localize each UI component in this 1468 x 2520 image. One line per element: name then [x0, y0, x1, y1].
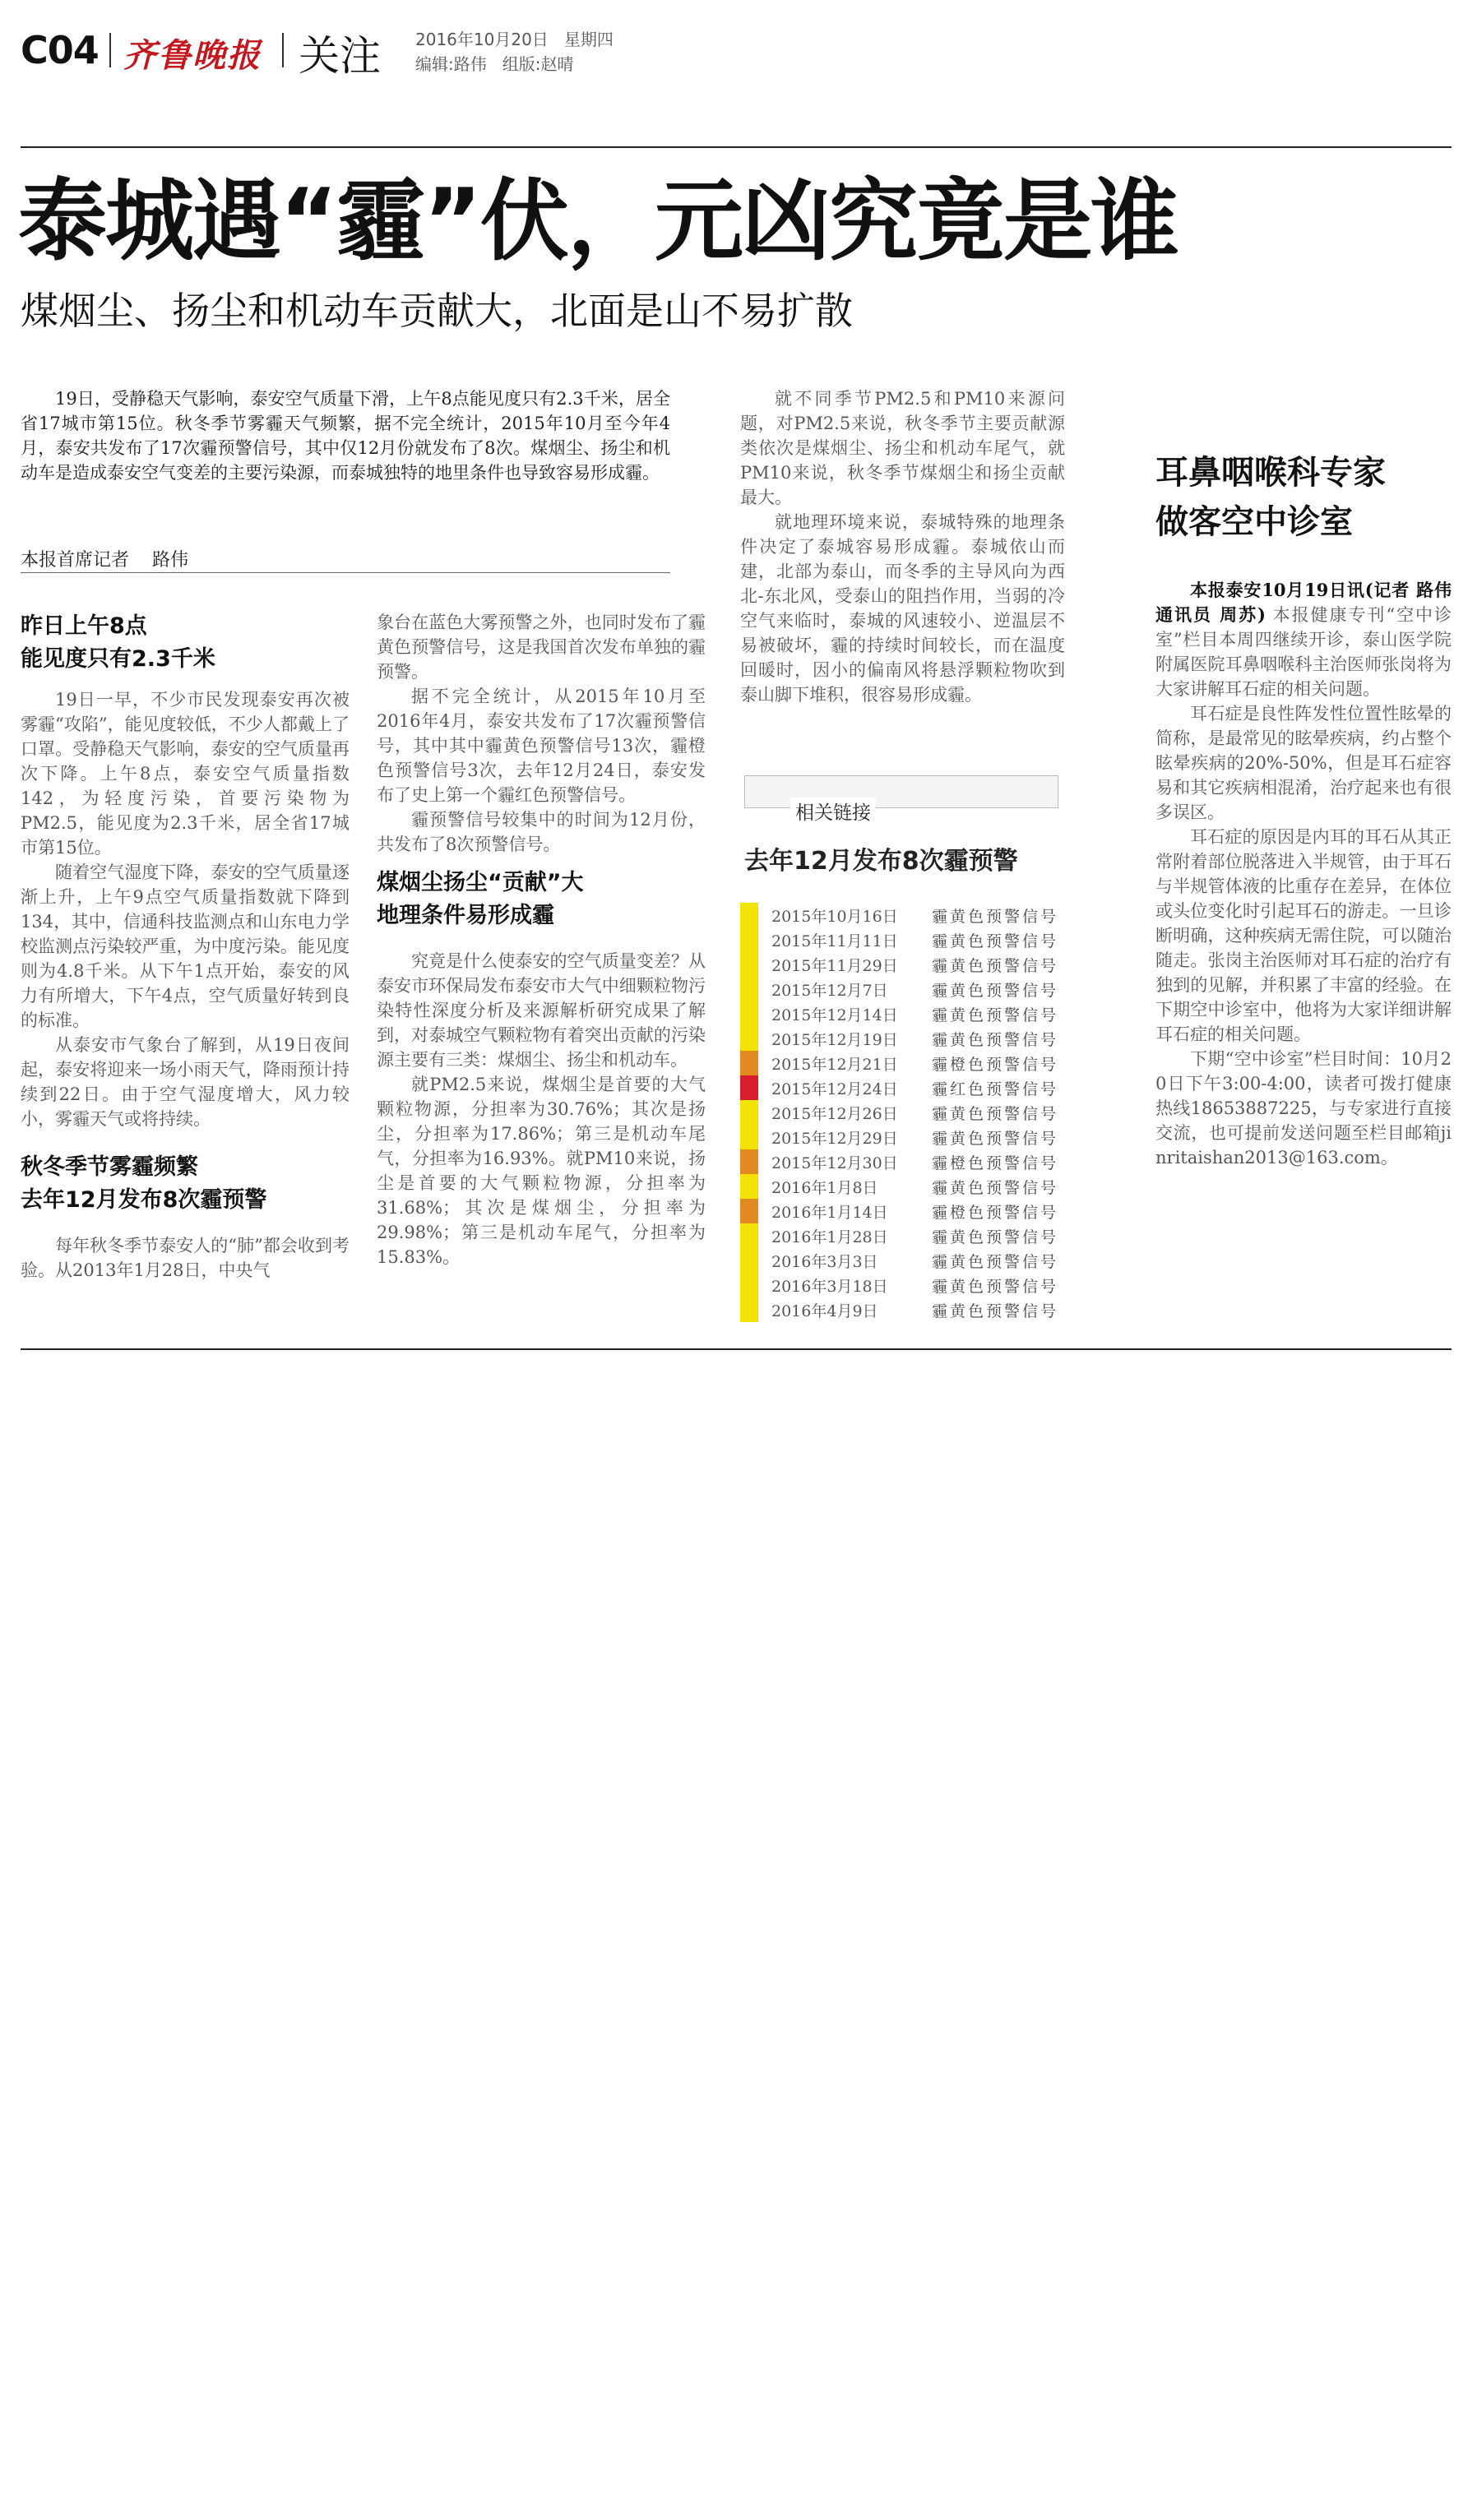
warning-level-bar — [740, 952, 758, 977]
warning-signal: 霾黄色预警信号 — [932, 907, 1059, 926]
subhead-pollution-1: 煤烟尘扬尘“贡献”大 — [377, 870, 584, 895]
lead-rule — [21, 572, 670, 573]
warning-level-bar — [740, 1223, 758, 1248]
header-divider — [109, 33, 111, 67]
warning-level-bar — [740, 1001, 758, 1026]
warning-level-bar — [740, 1051, 758, 1075]
paragraph: 耳石症的原因是内耳的耳石从其正常附着部位脱落进入半规管，由于耳石与半规管体液的比重存在差异，在体位或头位变化时引起耳石的游走。一旦诊断明确，这种疾病无需住院，可以随治随走。张岗主治医师对耳石症的治疗有独到的见解，并积累了丰富的经验。在下期空中诊室中，他将为大家详细讲解耳石症的相关问题。 — [1155, 827, 1452, 1044]
warning-signal: 霾黄色预警信号 — [932, 1030, 1059, 1049]
warning-level-bar — [740, 1174, 758, 1199]
warning-date: 2016年3月3日 — [771, 1252, 878, 1271]
subhead-pollution-2: 地理条件易形成霾 — [377, 903, 554, 928]
column-3 — [740, 386, 1065, 707]
subhead-season-2: 去年12月发布8次霾预警 — [21, 1187, 267, 1213]
section-name: 关注 — [299, 32, 381, 80]
paragraph: 19日一早，不少市民发现泰安再次被雾霾“攻陷”，能见度较低，不少人都戴上了口罩。受静稳天气影响，泰安的空气质量再次下降。上午8点，泰安空气质量指数142，为轻度污染，首要污染物为PM2.5，能见度为2.3千米，居全省17城市第15位。 — [21, 690, 350, 858]
warning-signal: 霾黄色预警信号 — [932, 1006, 1059, 1024]
warning-date: 2015年11月11日 — [771, 932, 898, 950]
paragraph: 就不同季节PM2.5和PM10来源问题，对PM2.5来说，秋冬季节主要贡献源类依次是煤烟尘、扬尘和机动车尾气，就PM10来说，秋冬季节煤烟尘和扬尘贡献最大。 — [740, 389, 1065, 507]
warning-table-title: 去年12月发布8次霾预警 — [744, 847, 1018, 876]
header-divider-2 — [282, 33, 284, 67]
lead-paragraph — [21, 386, 670, 485]
footer-rule — [21, 1348, 1452, 1350]
header-rule — [21, 146, 1452, 148]
warning-row — [740, 1223, 1069, 1248]
warning-row — [740, 1026, 1069, 1051]
related-link-label: 相关链接 — [790, 798, 876, 825]
headline: 泰城遇“霾”伏，元凶究竟是谁 — [18, 170, 1178, 273]
warning-date: 2016年1月14日 — [771, 1203, 888, 1222]
paragraph: 象台在蓝色大雾预警之外，也同时发布了霾黄色预警信号，这是我国首次发布单独的霾预警。 — [377, 613, 706, 682]
column-3-body — [740, 386, 1065, 707]
dateline: 本报泰安10月19日讯(记者 路伟 通讯员 周苏) — [1155, 580, 1452, 625]
warning-row — [740, 1273, 1069, 1297]
warning-row — [740, 1248, 1069, 1273]
warning-date: 2015年11月29日 — [771, 956, 898, 975]
subhead-visibility-1: 昨日上午8点 — [21, 613, 147, 639]
warning-signal: 霾黄色预警信号 — [932, 1302, 1059, 1320]
paragraph: 就PM2.5来说，煤烟尘是首要的大气颗粒物源，分担率为30.76%；其次是扬尘，分担率为17.86%；第三是机动车尾气，分担率为16.93%。就PM10来说，扬尘是首要的大气颗粒物源，分担率为31.68%；其次是煤烟尘，分担率为29.98%；第三是机动车尾气，分担率为15.83%。 — [377, 1075, 706, 1267]
warning-level-bar — [740, 1149, 758, 1174]
warning-row — [740, 1075, 1069, 1100]
warning-level-bar — [740, 903, 758, 927]
warning-date: 2015年10月16日 — [771, 907, 898, 926]
warning-level-bar — [740, 1199, 758, 1223]
warning-row — [740, 1100, 1069, 1125]
sidebar-body — [1155, 578, 1452, 1170]
warning-date: 2016年3月18日 — [771, 1277, 888, 1296]
column-2-body-a — [377, 610, 706, 857]
issue-date: 2016年10月20日 星期四 — [415, 30, 614, 49]
warning-date: 2015年12月26日 — [771, 1104, 898, 1123]
warning-level-bar — [740, 1100, 758, 1125]
warning-date: 2015年12月24日 — [771, 1080, 898, 1098]
paper-logo: 齐鲁晚报 — [123, 36, 262, 75]
paragraph: 就地理环境来说，泰城特殊的地理条件决定了泰城容易形成霾。泰城依山而建，北部为泰山，而冬季的主导风向为西北-东北风，受泰山的阻挡作用，当弱的冷空气来临时，泰城的风速较小、逆温层不易被破坏，霾的持续时间较长，而在温度回暖时，因小的偏南风将悬浮颗粒物吹到泰山脚下堆积，很容易形成霾。 — [740, 512, 1065, 705]
page-number: C04 — [21, 28, 99, 72]
paragraph: 据不完全统计，从2015年10月至2016年4月，泰安共发布了17次霾预警信号，其中其中霾黄色预警信号13次，霾橙色预警信号3次，去年12月24日，泰安发布了史上第一个霾红色预警信号。 — [377, 687, 706, 805]
warning-signal: 霾黄色预警信号 — [932, 1252, 1059, 1271]
warning-signal: 霾黄色预警信号 — [932, 1129, 1059, 1148]
sidebar — [1155, 448, 1452, 1170]
warning-level-bar — [740, 1075, 758, 1100]
warning-date: 2015年12月14日 — [771, 1006, 898, 1024]
warning-row — [740, 1174, 1069, 1199]
warning-date: 2016年4月9日 — [771, 1302, 878, 1320]
warning-signal: 霾黄色预警信号 — [932, 1277, 1059, 1296]
warning-signal: 霾红色预警信号 — [932, 1080, 1059, 1098]
warning-row — [740, 927, 1069, 952]
warning-row — [740, 1149, 1069, 1174]
sidebar-lead — [1155, 578, 1452, 701]
warning-row — [740, 1199, 1069, 1223]
page-header — [21, 23, 1452, 81]
warning-date: 2016年1月28日 — [771, 1228, 888, 1246]
related-link-box — [744, 775, 1058, 824]
warning-level-bar — [740, 1125, 758, 1149]
warning-date: 2016年1月8日 — [771, 1178, 878, 1197]
column-1-body — [21, 687, 350, 1131]
sidebar-lead-text: 本报健康专刊“空中诊室”栏目本周四继续开诊，泰山医学院附属医院耳鼻咽喉科主治医师张岗将为大家讲解耳石症的相关问题。 — [1155, 605, 1452, 699]
lead-text: 19日，受静稳天气影响，泰安空气质量下滑，上午8点能见度只有2.3千米，居全省17城市第15位。秋冬季节雾霾天气频繁，据不完全统计，2015年10月至今年4月，泰安共发布了17次霾预警信号，其中仅12月份就发布了8次。煤烟尘、扬尘和机动车是造成泰安空气变差的主要污染源，而泰城独特的地里条件也导致容易形成霾。 — [21, 389, 670, 483]
paragraph: 耳石症是良性阵发性位置性眩晕的简称，是最常见的眩晕疾病，约占整个眩晕疾病的20%-50%，但是耳石症容易和其它疾病相混淆，治疗起来也有很多误区。 — [1155, 704, 1452, 822]
warning-date: 2015年12月21日 — [771, 1055, 898, 1074]
warning-row — [740, 1001, 1069, 1026]
warning-signal: 霾黄色预警信号 — [932, 1178, 1059, 1197]
warning-row — [740, 1125, 1069, 1149]
column-1 — [21, 610, 350, 1283]
warning-row — [740, 952, 1069, 977]
column-2 — [377, 610, 706, 1269]
warning-row — [740, 903, 1069, 927]
warning-level-bar — [740, 977, 758, 1001]
warning-date: 2015年12月19日 — [771, 1030, 898, 1049]
warning-level-bar — [740, 1273, 758, 1297]
paragraph: 从泰安市气象台了解到，从19日夜间起，泰安将迎来一场小雨天气，降雨预计持续到22日。由于空气湿度增大，风力较小，雾霾天气或将持续。 — [21, 1035, 350, 1129]
warning-signal: 霾橙色预警信号 — [932, 1154, 1059, 1172]
editor-credits: 编辑:路伟 组版:赵晴 — [415, 54, 574, 74]
paragraph: 下期“空中诊室”栏目时间：10月20日下午3:00-4:00，读者可拨打健康热线18653887225，与专家进行直接交流，也可提前发送问题至栏目邮箱jinritaishan2013@163.com。 — [1155, 1049, 1452, 1168]
subhead-season-1: 秋冬季节雾霾频繁 — [21, 1154, 198, 1180]
paragraph: 究竟是什么使泰安的空气质量变差？从泰安市环保局发布泰安市大气中细颗粒物污染特性深度分析及来源解析研究成果了解到，对泰城空气颗粒物有着突出贡献的污染源主要有三类：煤烟尘、扬尘和机动车。 — [377, 951, 706, 1070]
sidebar-title-2: 做客空中诊室 — [1155, 503, 1353, 541]
warning-level-bar — [740, 1248, 758, 1273]
paragraph: 霾预警信号较集中的时间为12月份，共发布了8次预警信号。 — [377, 810, 706, 854]
warning-date: 2015年12月30日 — [771, 1154, 898, 1172]
warning-signal: 霾黄色预警信号 — [932, 932, 1059, 950]
warning-signal: 霾黄色预警信号 — [932, 956, 1059, 975]
subhead-visibility-2: 能见度只有2.3千米 — [21, 646, 215, 672]
warning-level-bar — [740, 1026, 758, 1051]
warning-row — [740, 977, 1069, 1001]
warning-signal: 霾黄色预警信号 — [932, 981, 1059, 1000]
warning-signal: 霾黄色预警信号 — [932, 1228, 1059, 1246]
sidebar-title-1: 耳鼻咽喉科专家 — [1155, 454, 1386, 492]
warning-level-bar — [740, 1297, 758, 1322]
warning-signal: 霾黄色预警信号 — [932, 1104, 1059, 1123]
column-1-tail — [21, 1233, 350, 1283]
warning-row — [740, 1051, 1069, 1075]
warning-signal: 霾橙色预警信号 — [932, 1055, 1059, 1074]
subheadline: 煤烟尘、扬尘和机动车贡献大，北面是山不易扩散 — [21, 289, 853, 333]
warning-signal: 霾橙色预警信号 — [932, 1203, 1059, 1222]
warning-date: 2015年12月29日 — [771, 1129, 898, 1148]
paragraph: 每年秋冬季节泰安人的“肺”都会收到考验。从2013年1月28日，中央气 — [21, 1236, 350, 1280]
column-2-body-b — [377, 949, 706, 1269]
warning-date: 2015年12月7日 — [771, 981, 888, 1000]
byline: 本报首席记者 路伟 — [21, 550, 188, 571]
warning-level-bar — [740, 927, 758, 952]
warning-list — [740, 903, 1069, 1326]
warning-row — [740, 1297, 1069, 1322]
paragraph: 随着空气湿度下降，泰安的空气质量逐渐上升，上午9点空气质量指数就下降到134，其中，信通科技监测点和山东电力学校监测点污染较严重，为中度污染。能见度则为4.8千米。从下午1点开始，泰安的风力有所增大，下午4点，空气质量好转到良的标准。 — [21, 862, 350, 1030]
